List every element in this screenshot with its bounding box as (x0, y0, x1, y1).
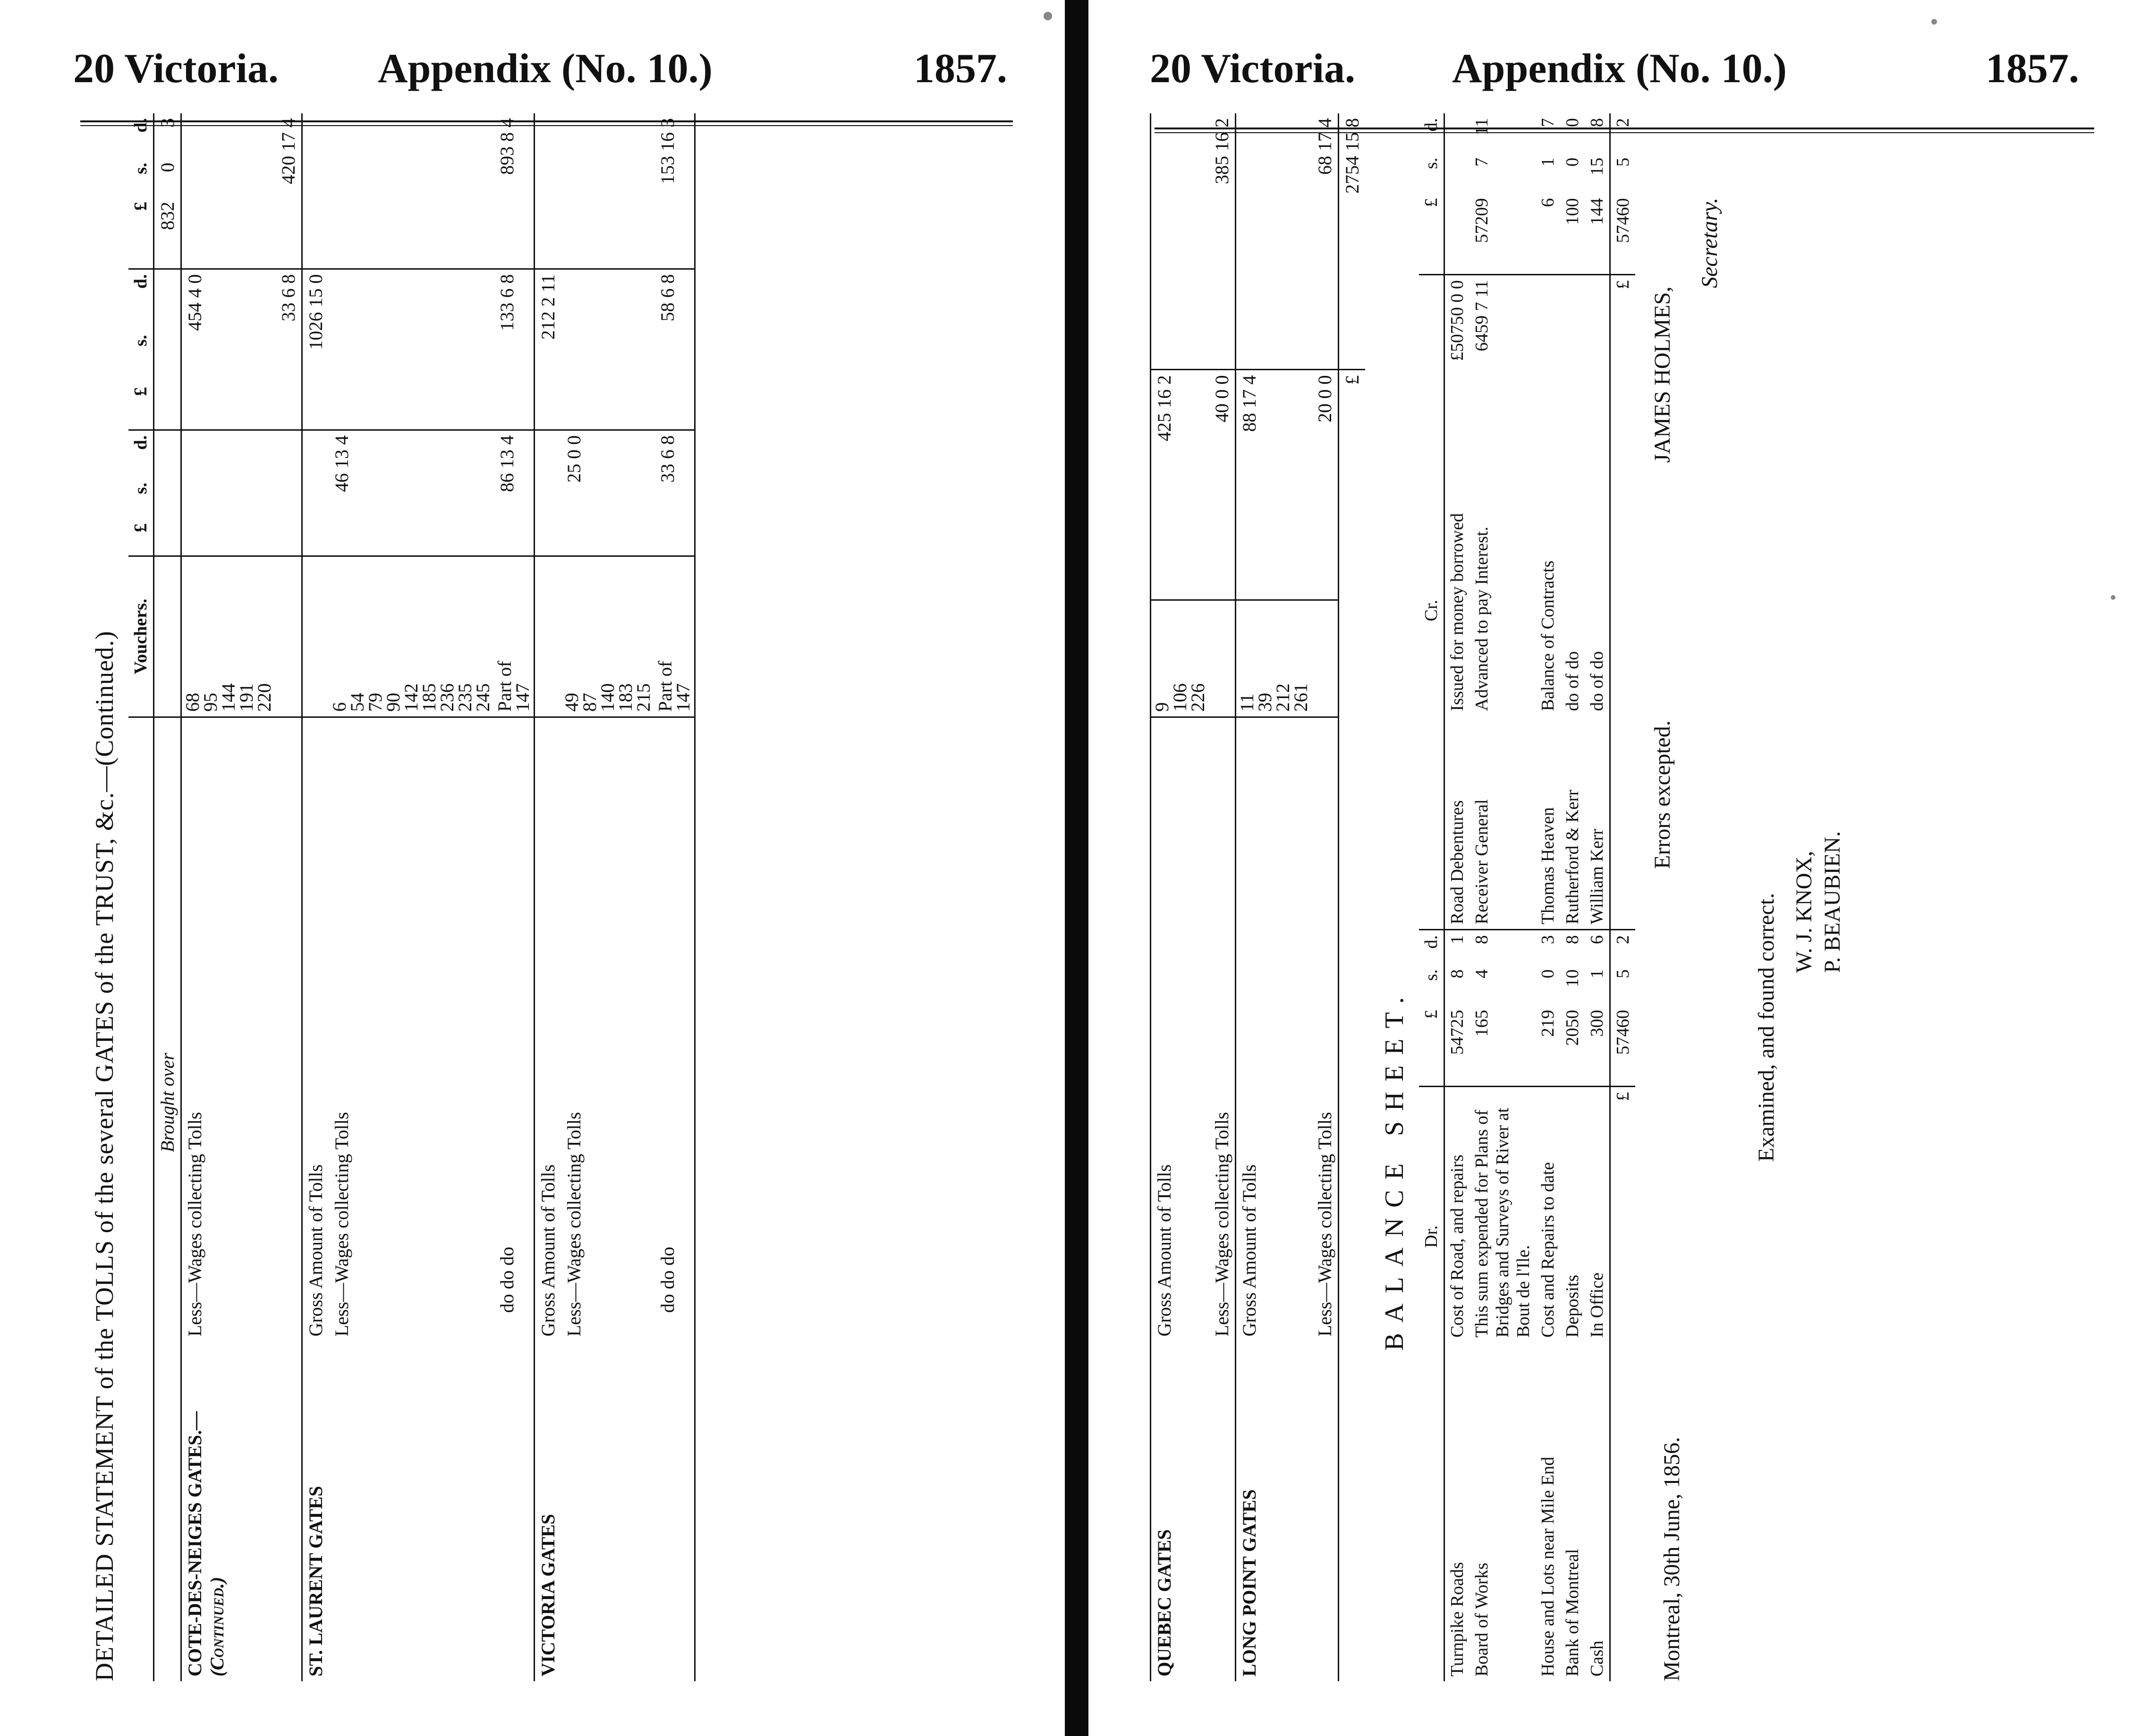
col3-shilling-head: s. (131, 162, 151, 174)
dr-item: Cost of Road, and repairs (1447, 1154, 1467, 1338)
row-label: Less—Wages collecting Tolls (184, 1112, 205, 1336)
dr-item: In Office (1587, 1272, 1607, 1338)
cr-shilling: 0 (1563, 157, 1582, 167)
col2-cell: 40 0 0 (1209, 370, 1236, 600)
col3-cell (1151, 113, 1209, 370)
brought-over-pence: 3 (157, 118, 178, 128)
balance-row (1585, 113, 1610, 1681)
col2-cell: 133 6 8 (494, 269, 535, 430)
row-label: do do do (657, 1247, 678, 1313)
col2-cell: 1026 15 0 (302, 269, 329, 430)
col3-cell: 385 16 2 (1209, 113, 1236, 370)
dr-total-currency: £ (1613, 1092, 1633, 1101)
gate-name: VICTORIA GATES (537, 1514, 559, 1676)
secretary-title: Secretary. (1697, 197, 1722, 288)
dr-pence: 6 (1587, 935, 1607, 945)
dr-shilling: 10 (1563, 969, 1582, 987)
col2-cell: 212 2 11 (535, 269, 561, 430)
totals-shilling: 15 (1342, 132, 1363, 151)
dr-pound: 54725 (1444, 1005, 1470, 1086)
col2-cell: 58 6 8 (654, 269, 695, 430)
row-label (275, 717, 302, 1342)
cr-item: do of do (1587, 651, 1607, 711)
left-page (0, 0, 1065, 1736)
cr-pound: 100 (1560, 194, 1585, 275)
col3-cell (535, 113, 561, 269)
cr-total-currency: £ (1613, 280, 1633, 289)
col2-cell: 454 4 0 (181, 269, 276, 430)
dr-pound-head: £ (1419, 1005, 1444, 1086)
errors-excepted: Errors excepted. (1650, 720, 1675, 869)
ink-speck (1044, 12, 1052, 20)
dr-shilling: 8 (1447, 969, 1467, 979)
table-row (561, 113, 654, 1681)
col1-cell (275, 430, 302, 556)
header-center: Appendix (No. 10.) (1452, 46, 1787, 92)
gate-name: QUEBEC GATES (1154, 1529, 1175, 1676)
tolls-statement-table (128, 113, 696, 1681)
row-label: Gross Amount of Tolls (1154, 1164, 1175, 1336)
table-row (302, 113, 329, 1681)
dr-pence: 8 (1563, 935, 1582, 945)
cr-pence: 11 (1472, 118, 1492, 136)
cr-account: Road Debentures (1444, 716, 1470, 930)
statement-title: DETAILED STATEMENT of the TOLLS of the several GATES of the TRUST, &c.—(Continued.) (90, 630, 119, 1681)
table-row (535, 113, 561, 1681)
gate-subtitle: (Continued.) (206, 1576, 228, 1676)
cr-detail (1585, 275, 1610, 409)
cr-pence-head: d. (1421, 118, 1441, 132)
balance-total-row (1610, 113, 1636, 1681)
balance-sheet-title: BALANCE SHEET. (1380, 987, 1409, 1351)
header-center: Appendix (No. 10.) (378, 46, 713, 92)
col3-cell: 420 17 4 (275, 113, 302, 269)
dr-pence: 1 (1447, 935, 1467, 945)
left-rotated-content (90, 85, 696, 1681)
column-header-row (128, 113, 154, 1681)
col2-pence-head: d. (131, 274, 151, 289)
cr-item: do of do (1563, 651, 1582, 711)
table-row (654, 113, 695, 1681)
cr-total-shilling: 5 (1613, 157, 1633, 167)
cr-detail (1560, 275, 1585, 409)
header-right: 1857. (914, 46, 1007, 92)
col1-cell: 86 13 4 (494, 430, 535, 556)
totals-pence: 8 (1342, 118, 1363, 128)
header-left: 20 Victoria. (73, 46, 279, 92)
header-right: 1857. (1986, 46, 2079, 92)
cr-shilling: 7 (1472, 157, 1492, 167)
cr-account: Rutherford & Kerr (1560, 716, 1585, 930)
row-label: do do do (496, 1247, 518, 1313)
cr-detail (1536, 275, 1560, 409)
cr-detail: £50750 0 0 (1447, 280, 1467, 361)
col1-cell: 46 13 4 (329, 430, 494, 556)
cr-shilling (1444, 153, 1470, 194)
gate-name: COTE-DES-NEIGES GATES.— (184, 1411, 205, 1676)
col2-cell: 33 6 8 (275, 269, 302, 430)
row-label: Gross Amount of Tolls (537, 1164, 559, 1336)
cr-pound: 144 (1585, 194, 1610, 275)
balance-row (1469, 113, 1536, 1681)
brought-over-pound: 832 (154, 197, 181, 269)
dr-pound: 219 (1536, 1005, 1560, 1086)
cr-item: Balance of Contracts (1538, 560, 1558, 711)
dr-account: Bank of Montreal (1563, 1549, 1582, 1676)
cr-account: William Kerr (1585, 716, 1610, 930)
dr-pence: 3 (1538, 935, 1558, 945)
ink-speck (1931, 19, 1937, 25)
dr-pound: 165 (1469, 1005, 1536, 1086)
cr-shilling-head: s. (1421, 157, 1441, 170)
cr-pence: 7 (1538, 118, 1558, 127)
gate-name: ST. LAURENT GATES (305, 1486, 326, 1676)
brought-over-shilling: 0 (157, 162, 178, 172)
col3-cell: 893 8 4 (494, 113, 535, 269)
vouchers-cell: 6 54 79 90 142 185 236 235 245 (329, 556, 494, 717)
table-row (275, 113, 302, 1681)
dr-pound: 2050 (1560, 1005, 1585, 1086)
cr-pence (1444, 113, 1470, 153)
dr-pence-head: d. (1421, 935, 1441, 949)
cr-pound (1444, 194, 1470, 275)
cr-total-pound: 57460 (1610, 194, 1636, 275)
col2-cell (561, 269, 654, 430)
table-row (1312, 113, 1339, 1681)
auditor-1: W. J. KNOX, (1792, 851, 1817, 973)
dr-pound: 300 (1585, 1005, 1610, 1086)
place-date: Montreal, 30th June, 1856. (1659, 1437, 1684, 1681)
col3-cell (302, 113, 329, 269)
col3-cell (561, 113, 654, 269)
vouchers-head: Vouchers. (128, 556, 154, 717)
totals-row (1339, 113, 1366, 1681)
dr-account: Turnpike Roads (1447, 1562, 1467, 1676)
dr-total-pence: 2 (1613, 935, 1633, 945)
cr-account: Receiver General (1469, 716, 1536, 930)
balance-row (1536, 113, 1560, 1681)
secretary-name: JAMES HOLMES, (1650, 286, 1675, 463)
col2-cell: 20 0 0 (1312, 370, 1339, 600)
col3-cell: 153 16 3 (654, 113, 695, 269)
ink-speck (2111, 595, 2115, 600)
vouchers-cell: 49 87 140 183 215 (561, 556, 654, 717)
col2-shilling-head: s. (131, 335, 151, 347)
cr-account: Thomas Heaven (1536, 716, 1560, 930)
vouchers-cell: 68 95 144 191 220 (181, 556, 276, 717)
table-row (1236, 113, 1312, 1681)
cr-item: Issued for money borrowed (1447, 513, 1467, 711)
vouchers-cell: Part of 147 (494, 556, 535, 717)
col1-cell: 25 0 0 (561, 430, 654, 556)
col1-pound-head: £ (128, 519, 154, 556)
col3-pound-head: £ (128, 197, 154, 269)
dr-shilling-head: s. (1421, 969, 1441, 981)
cr-pence: 0 (1563, 118, 1582, 127)
vouchers-cell: 11 39 212 261 (1236, 600, 1312, 717)
brought-over-row (154, 113, 181, 1681)
balance-header-row (1419, 113, 1444, 1681)
col3-cell (329, 113, 494, 269)
table-row (1209, 113, 1236, 1681)
col3-cell: 68 17 4 (1312, 113, 1339, 370)
dr-shilling: 4 (1472, 969, 1492, 979)
dr-item: This sum expended for Plans of Bridges and Surveys of River at Bout de l'Ile. (1472, 1107, 1533, 1338)
dr-total-shilling: 5 (1613, 969, 1633, 979)
row-label: Less—Wages collecting Tolls (563, 1112, 585, 1336)
col1-shilling-head: s. (131, 482, 151, 494)
footer-block (1649, 85, 1914, 1681)
row-label: Less—Wages collecting Tolls (331, 1112, 352, 1336)
totals-pound: 2754 (1342, 156, 1363, 194)
brought-over-label: Brought over (157, 1053, 178, 1152)
vouchers-cell: 9 106 226 (1151, 600, 1209, 717)
table-row (1151, 113, 1209, 1681)
dr-shilling: 0 (1538, 969, 1558, 979)
row-label: Less—Wages collecting Tolls (1211, 1112, 1232, 1336)
cr-shilling: 15 (1587, 157, 1607, 176)
dr-account: Cash (1587, 1641, 1607, 1676)
dr-account: House and Lots near Mile End (1538, 1456, 1558, 1676)
col3-pence-head: d. (131, 118, 151, 133)
cr-total-pence: 2 (1613, 118, 1633, 127)
table-row (329, 113, 494, 1681)
tolls-statement-continued (1150, 113, 1365, 1681)
auditor-2: P. BEAUBIEN. (1820, 831, 1845, 973)
dr-total-pound: 57460 (1610, 1005, 1636, 1086)
dr-pence: 8 (1472, 935, 1492, 945)
balance-row (1560, 113, 1585, 1681)
col1-cell (181, 430, 276, 556)
row-label: Gross Amount of Tolls (305, 1164, 326, 1336)
dr-item: Cost and Repairs to date (1538, 1162, 1558, 1338)
col1-cell (302, 430, 329, 556)
balance-row (1444, 113, 1470, 1681)
col1-pence-head: d. (131, 435, 151, 450)
cr-pound-head: £ (1419, 194, 1444, 275)
cr-shilling: 1 (1538, 157, 1558, 167)
cr-head: Cr. (1421, 600, 1441, 621)
table-row (494, 113, 535, 1681)
cr-pound: 6 (1536, 194, 1560, 275)
row-label: Gross Amount of Tolls (1239, 1164, 1260, 1336)
dr-account: Board of Works (1472, 1562, 1492, 1676)
right-page (1088, 0, 2132, 1736)
book-spine (1065, 0, 1088, 1736)
col3-cell (181, 113, 276, 269)
row-label: Less—Wages collecting Tolls (1314, 1112, 1335, 1336)
right-rotated-content (1150, 85, 1914, 1681)
totals-currency: £ (1342, 375, 1363, 385)
vouchers-cell: Part of 147 (654, 556, 695, 717)
header-left: 20 Victoria. (1150, 46, 1356, 92)
cr-detail: 6459 7 11 (1472, 280, 1492, 351)
col2-pound-head: £ (128, 382, 154, 430)
col2-cell: 425 16 2 (1151, 370, 1209, 600)
dr-item: Deposits (1563, 1275, 1582, 1338)
dr-shilling: 1 (1587, 969, 1607, 979)
col2-cell (329, 269, 494, 430)
balance-sheet-table (1419, 113, 1635, 1681)
cr-pound: 57209 (1469, 194, 1536, 275)
gate-name: LONG POINT GATES (1239, 1489, 1260, 1676)
col2-cell: 88 17 4 (1236, 370, 1312, 600)
examined-note: Examined, and found correct. (1754, 893, 1779, 1162)
col1-cell (535, 430, 561, 556)
cr-pence: 8 (1587, 118, 1607, 127)
col3-cell (1236, 113, 1312, 370)
cr-item: Advanced to pay Interest. (1472, 527, 1492, 711)
col1-cell: 33 6 8 (654, 430, 695, 556)
table-row (181, 113, 276, 1681)
dr-head: Dr. (1421, 1225, 1441, 1248)
